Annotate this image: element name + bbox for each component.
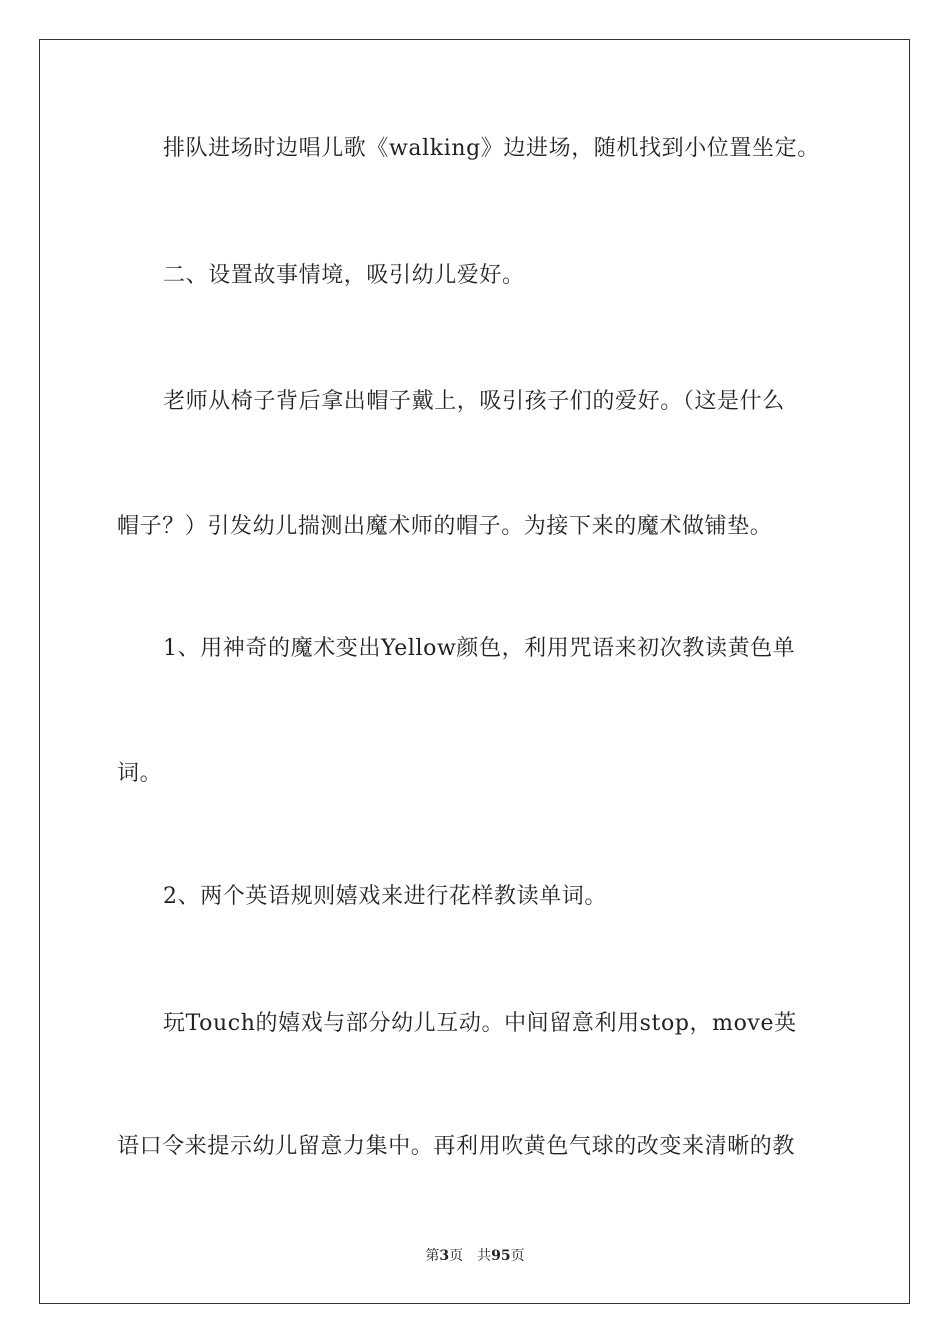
text-line-3: 老师从椅子背后拿出帽子戴上，吸引孩子们的爱好。（这是什么 [163,389,785,414]
text-line-1: 排队进场时边唱儿歌《walking》边进场，随机找到小位置坐定。 [163,136,820,161]
total-suffix: 页 [510,1248,525,1264]
text-line-7: 2、两个英语规则嬉戏来进行花样教读单词。 [163,884,607,909]
page-number: 3 [439,1248,450,1264]
text-line-9: 语口令来提示幼儿留意力集中。再利用吹黄色气球的改变来清晰的教 [117,1134,796,1159]
page-suffix: 页 [449,1248,464,1264]
text-line-8: 玩Touch的嬉戏与部分幼儿互动。中间留意利用stop，move英 [163,1011,797,1036]
page-footer [0,1247,950,1265]
section-heading: 二、设置故事情境，吸引幼儿爱好。 [163,263,525,288]
text-line-4: 帽子？）引发幼儿揣测出魔术师的帽子。为接下来的魔术做铺垫。 [117,514,773,539]
page-prefix: 第 [425,1248,440,1264]
text-line-6: 词。 [117,761,163,786]
total-pages: 95 [491,1248,511,1264]
total-prefix: 共 [477,1248,492,1264]
page-frame [39,39,910,1304]
text-line-5: 1、用神奇的魔术变出Yellow颜色，利用咒语来初次教读黄色单 [163,636,796,661]
